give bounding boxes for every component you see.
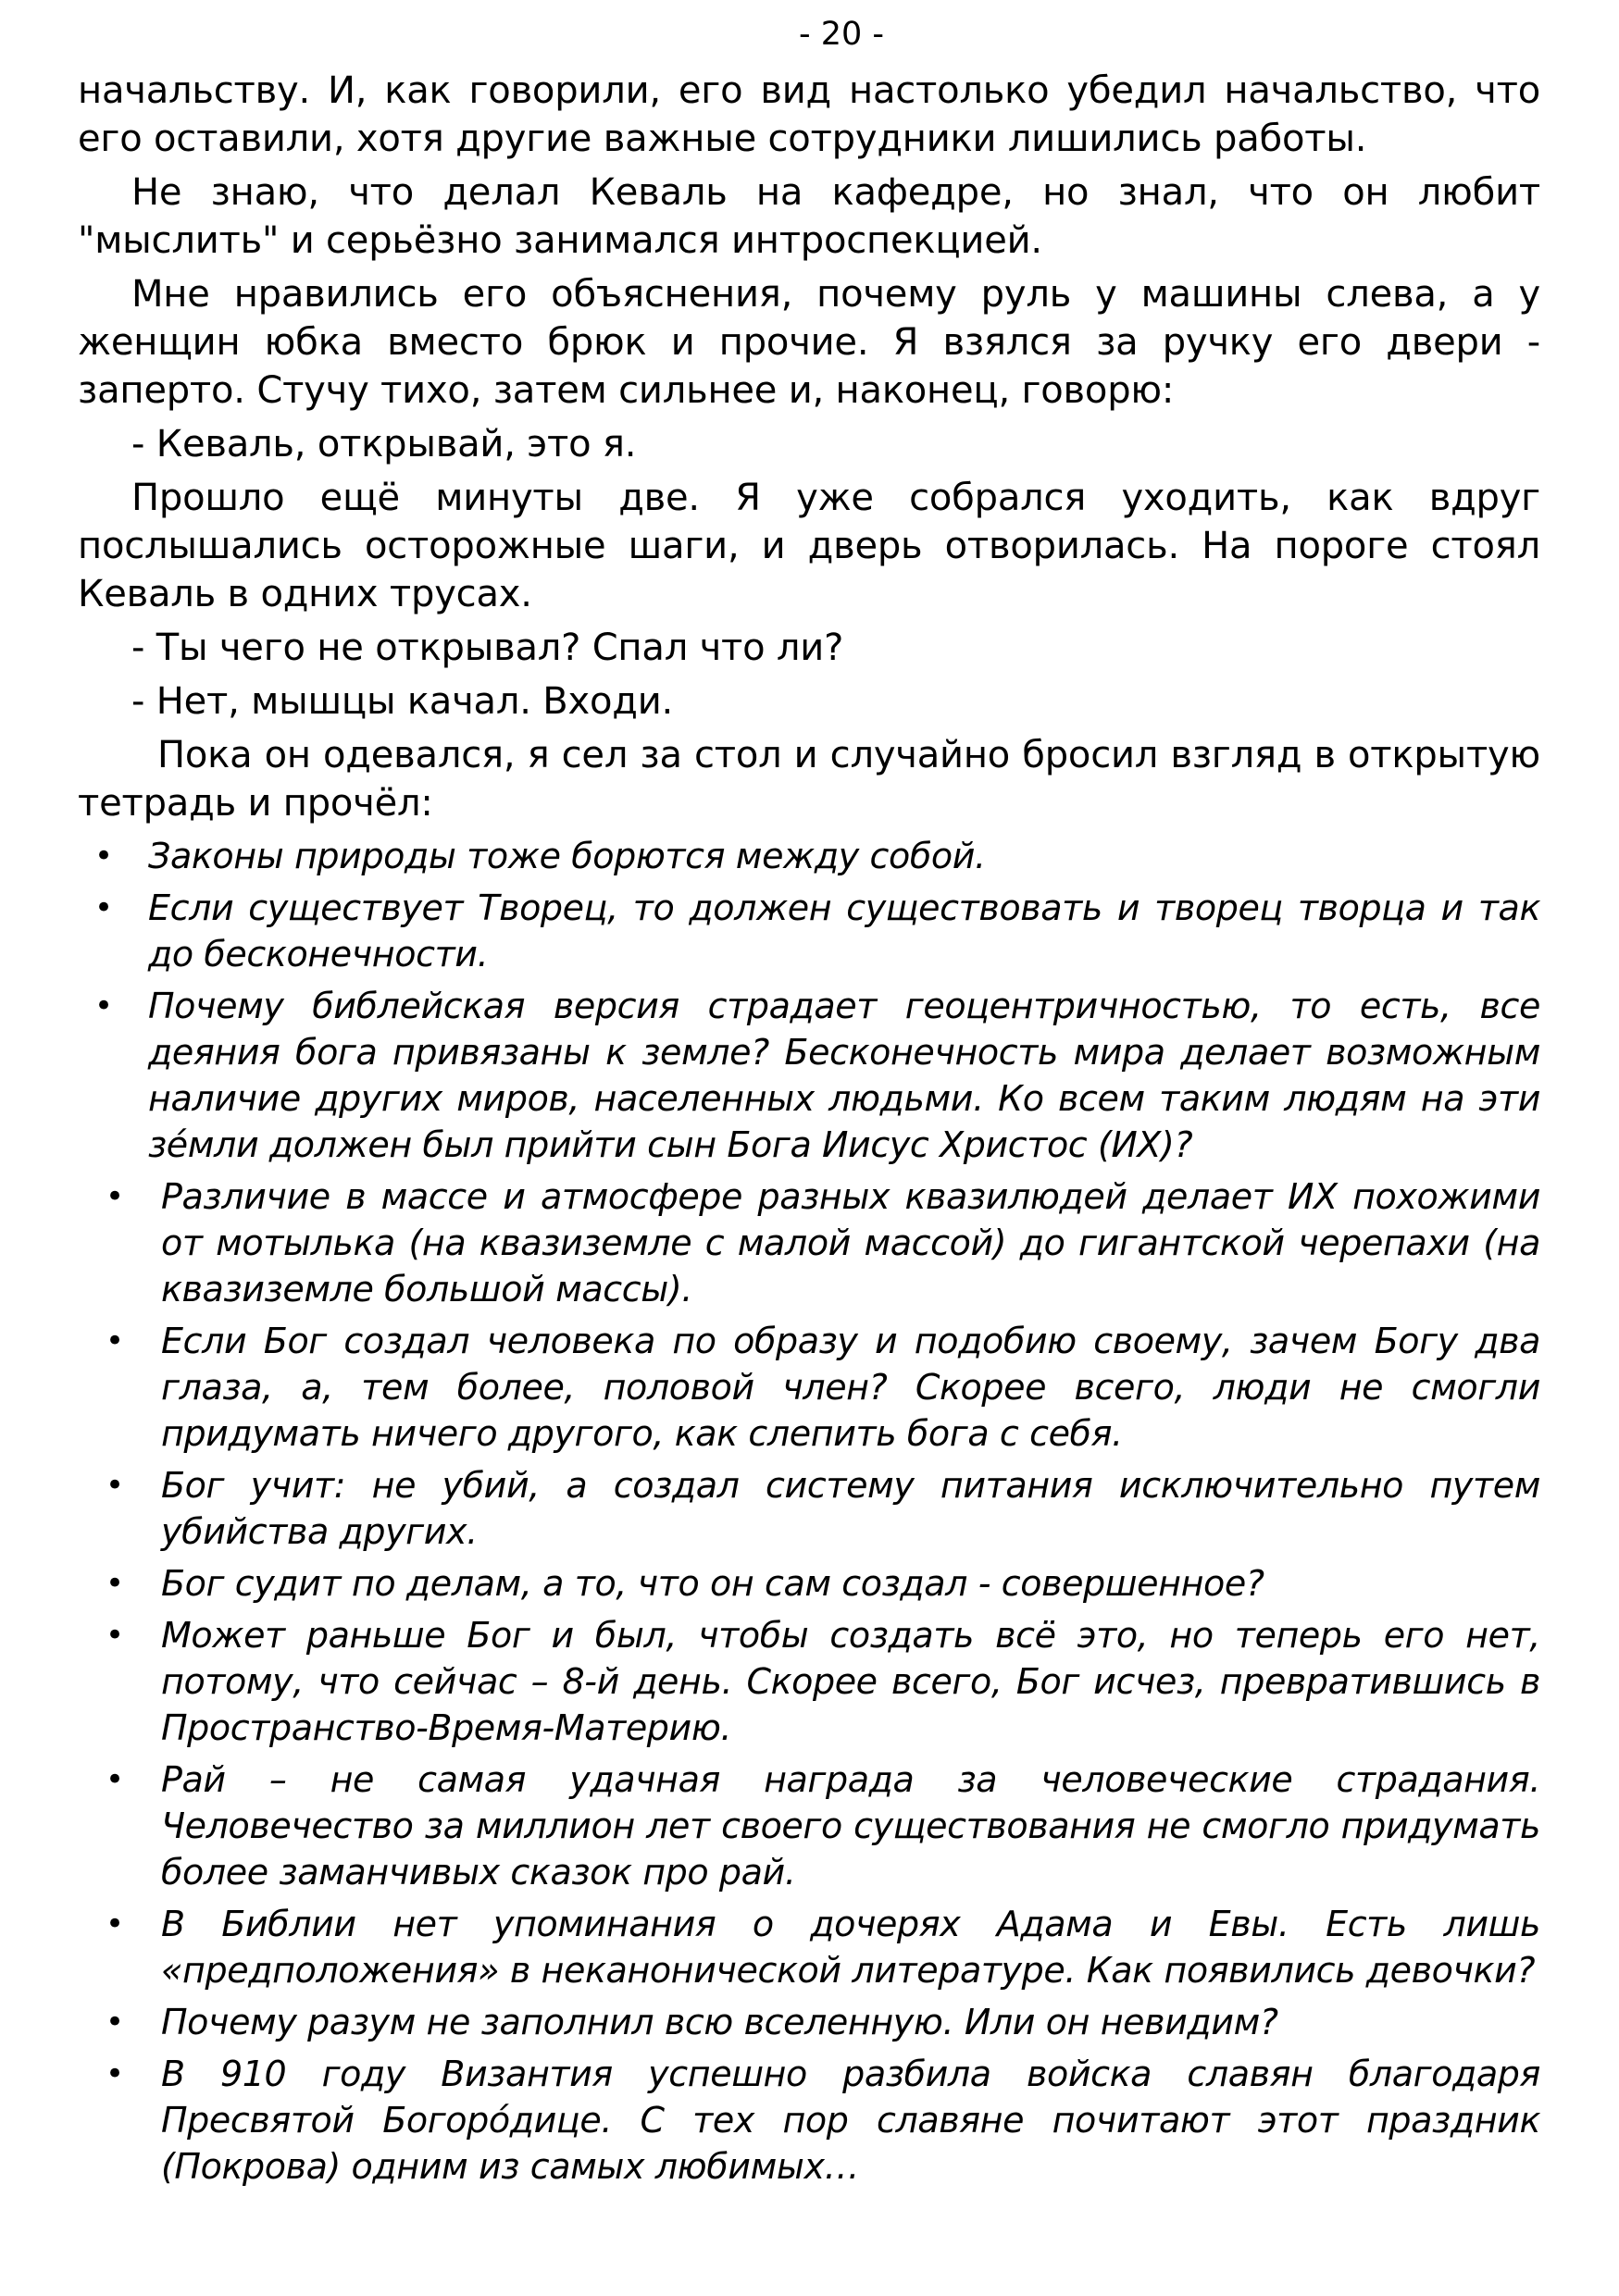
list-item [78, 1318, 1540, 1457]
paragraph: Мне нравились его объяснения, почему руль у машины слева, а у женщин юбка вместо брюк и прочие. Я взялся за ручку его двери - заперто. Стучу тихо, затем сильнее и, наконец, говорю: [78, 273, 1540, 412]
note-text: Может раньше Бог и был, чтобы создать всё это, но теперь его нет, потому, что сейчас – 8-й день. Скорее всего, Бог исчез, превратившись в Пространство-Время-Материю. [161, 1615, 1540, 1748]
paragraph: Не знаю, что делал Кеваль на кафедре, но знал, что он любит "мыслить" и серьёзно занимался интроспекцией. [78, 171, 1540, 262]
note-text: Бог судит по делам, а то, что он сам создал - совершенное? [161, 1563, 1264, 1604]
list-item [78, 833, 1540, 879]
list-item [78, 1901, 1540, 1993]
note-text: Если Бог создал человека по образу и подобию своему, зачем Богу два глаза, а, тем более, половой член? Скорее всего, люди не смогли придумать ничего другого, как слепить бога с себя. [161, 1321, 1540, 1454]
list-item [78, 1462, 1540, 1555]
list-item [78, 1756, 1540, 1895]
bullet-icon: • [106, 1467, 124, 1504]
prose-body [78, 67, 1540, 827]
list-item [78, 1612, 1540, 1751]
paragraph: Прошло ещё минуты две. Я уже собрался уходить, как вдруг послышались осторожные шаги, и дверь отворилась. На пороге стоял Кеваль в одних трусах. [78, 477, 1540, 615]
list-item [78, 885, 1540, 977]
note-text: Бог учит: не убий, а создал систему питания исключительно путем убийства других. [161, 1465, 1540, 1552]
bullet-icon: • [106, 2004, 124, 2041]
list-item [78, 1560, 1540, 1607]
dialogue-line: - Кеваль, открывай, это я. [131, 423, 637, 465]
notebook-notes-list [78, 833, 1540, 2190]
bullet-icon: • [106, 2055, 124, 2092]
bullet-icon: • [106, 1322, 124, 1359]
bullet-icon: • [106, 1617, 124, 1654]
bullet-icon: • [106, 1178, 124, 1215]
bullet-icon: • [106, 1565, 124, 1602]
list-item [78, 983, 1540, 1168]
bullet-icon: • [94, 987, 113, 1024]
note-text: Законы природы тоже борются между собой. [148, 836, 986, 876]
list-item [78, 2051, 1540, 2190]
page-number: - 20 - [798, 16, 885, 53]
document-page [78, 11, 1540, 2195]
note-text: Рай – не самая удачная награда за человеческие страдания. Человечество за миллион лет своего существования не смогло придумать более заманчивых сказок про рай. [161, 1759, 1540, 1893]
paragraph: начальству. И, как говорили, его вид настолько убедил начальство, что его оставили, хотя другие важные сотрудники лишились работы. [78, 69, 1540, 160]
note-text: Почему разум не заполнил всю вселенную. Или он невидим? [161, 2002, 1278, 2042]
list-item [78, 1999, 1540, 2045]
bullet-icon: • [94, 838, 113, 875]
note-text: Почему библейская версия страдает геоцентричностью, то есть, все деяния бога привязаны к земле? Бесконечность мира делает возможным наличие других миров, населенных людьми. Ко всем таким людям на эти зéмли должен был прийти сын Бога Иисус Христос (ИХ)? [148, 986, 1540, 1165]
bullet-icon: • [94, 889, 113, 926]
note-text: Различие в массе и атмосфере разных квазилюдей делает ИХ похожими от мотылька (на квазиземле с малой массой) до гигантской черепахи (на квазиземле большой массы). [161, 1176, 1540, 1309]
note-text: В 910 году Византия успешно разбила войска славян благодаря Пресвятой Богорóдице. С тех пор славяне почитают этот праздник (Покрова) одним из самых любимых… [161, 2054, 1540, 2187]
bullet-icon: • [106, 1905, 124, 1942]
paragraph: Пока он одевался, я сел за стол и случайно бросил взгляд в открытую тетрадь и прочёл: [78, 734, 1540, 825]
note-text: Если существует Творец, то должен существовать и творец творца и так до бесконечности. [148, 887, 1540, 974]
bullet-icon: • [106, 1761, 124, 1798]
dialogue-line: - Ты чего не открывал? Спал что ли? [131, 627, 844, 669]
dialogue-line: - Нет, мышцы качал. Входи. [131, 680, 674, 723]
list-item [78, 1173, 1540, 1312]
note-text: В Библии нет упоминания о дочерях Адама и Евы. Есть лишь «предположения» в неканонической литературе. Как появились девочки? [161, 1904, 1540, 1991]
